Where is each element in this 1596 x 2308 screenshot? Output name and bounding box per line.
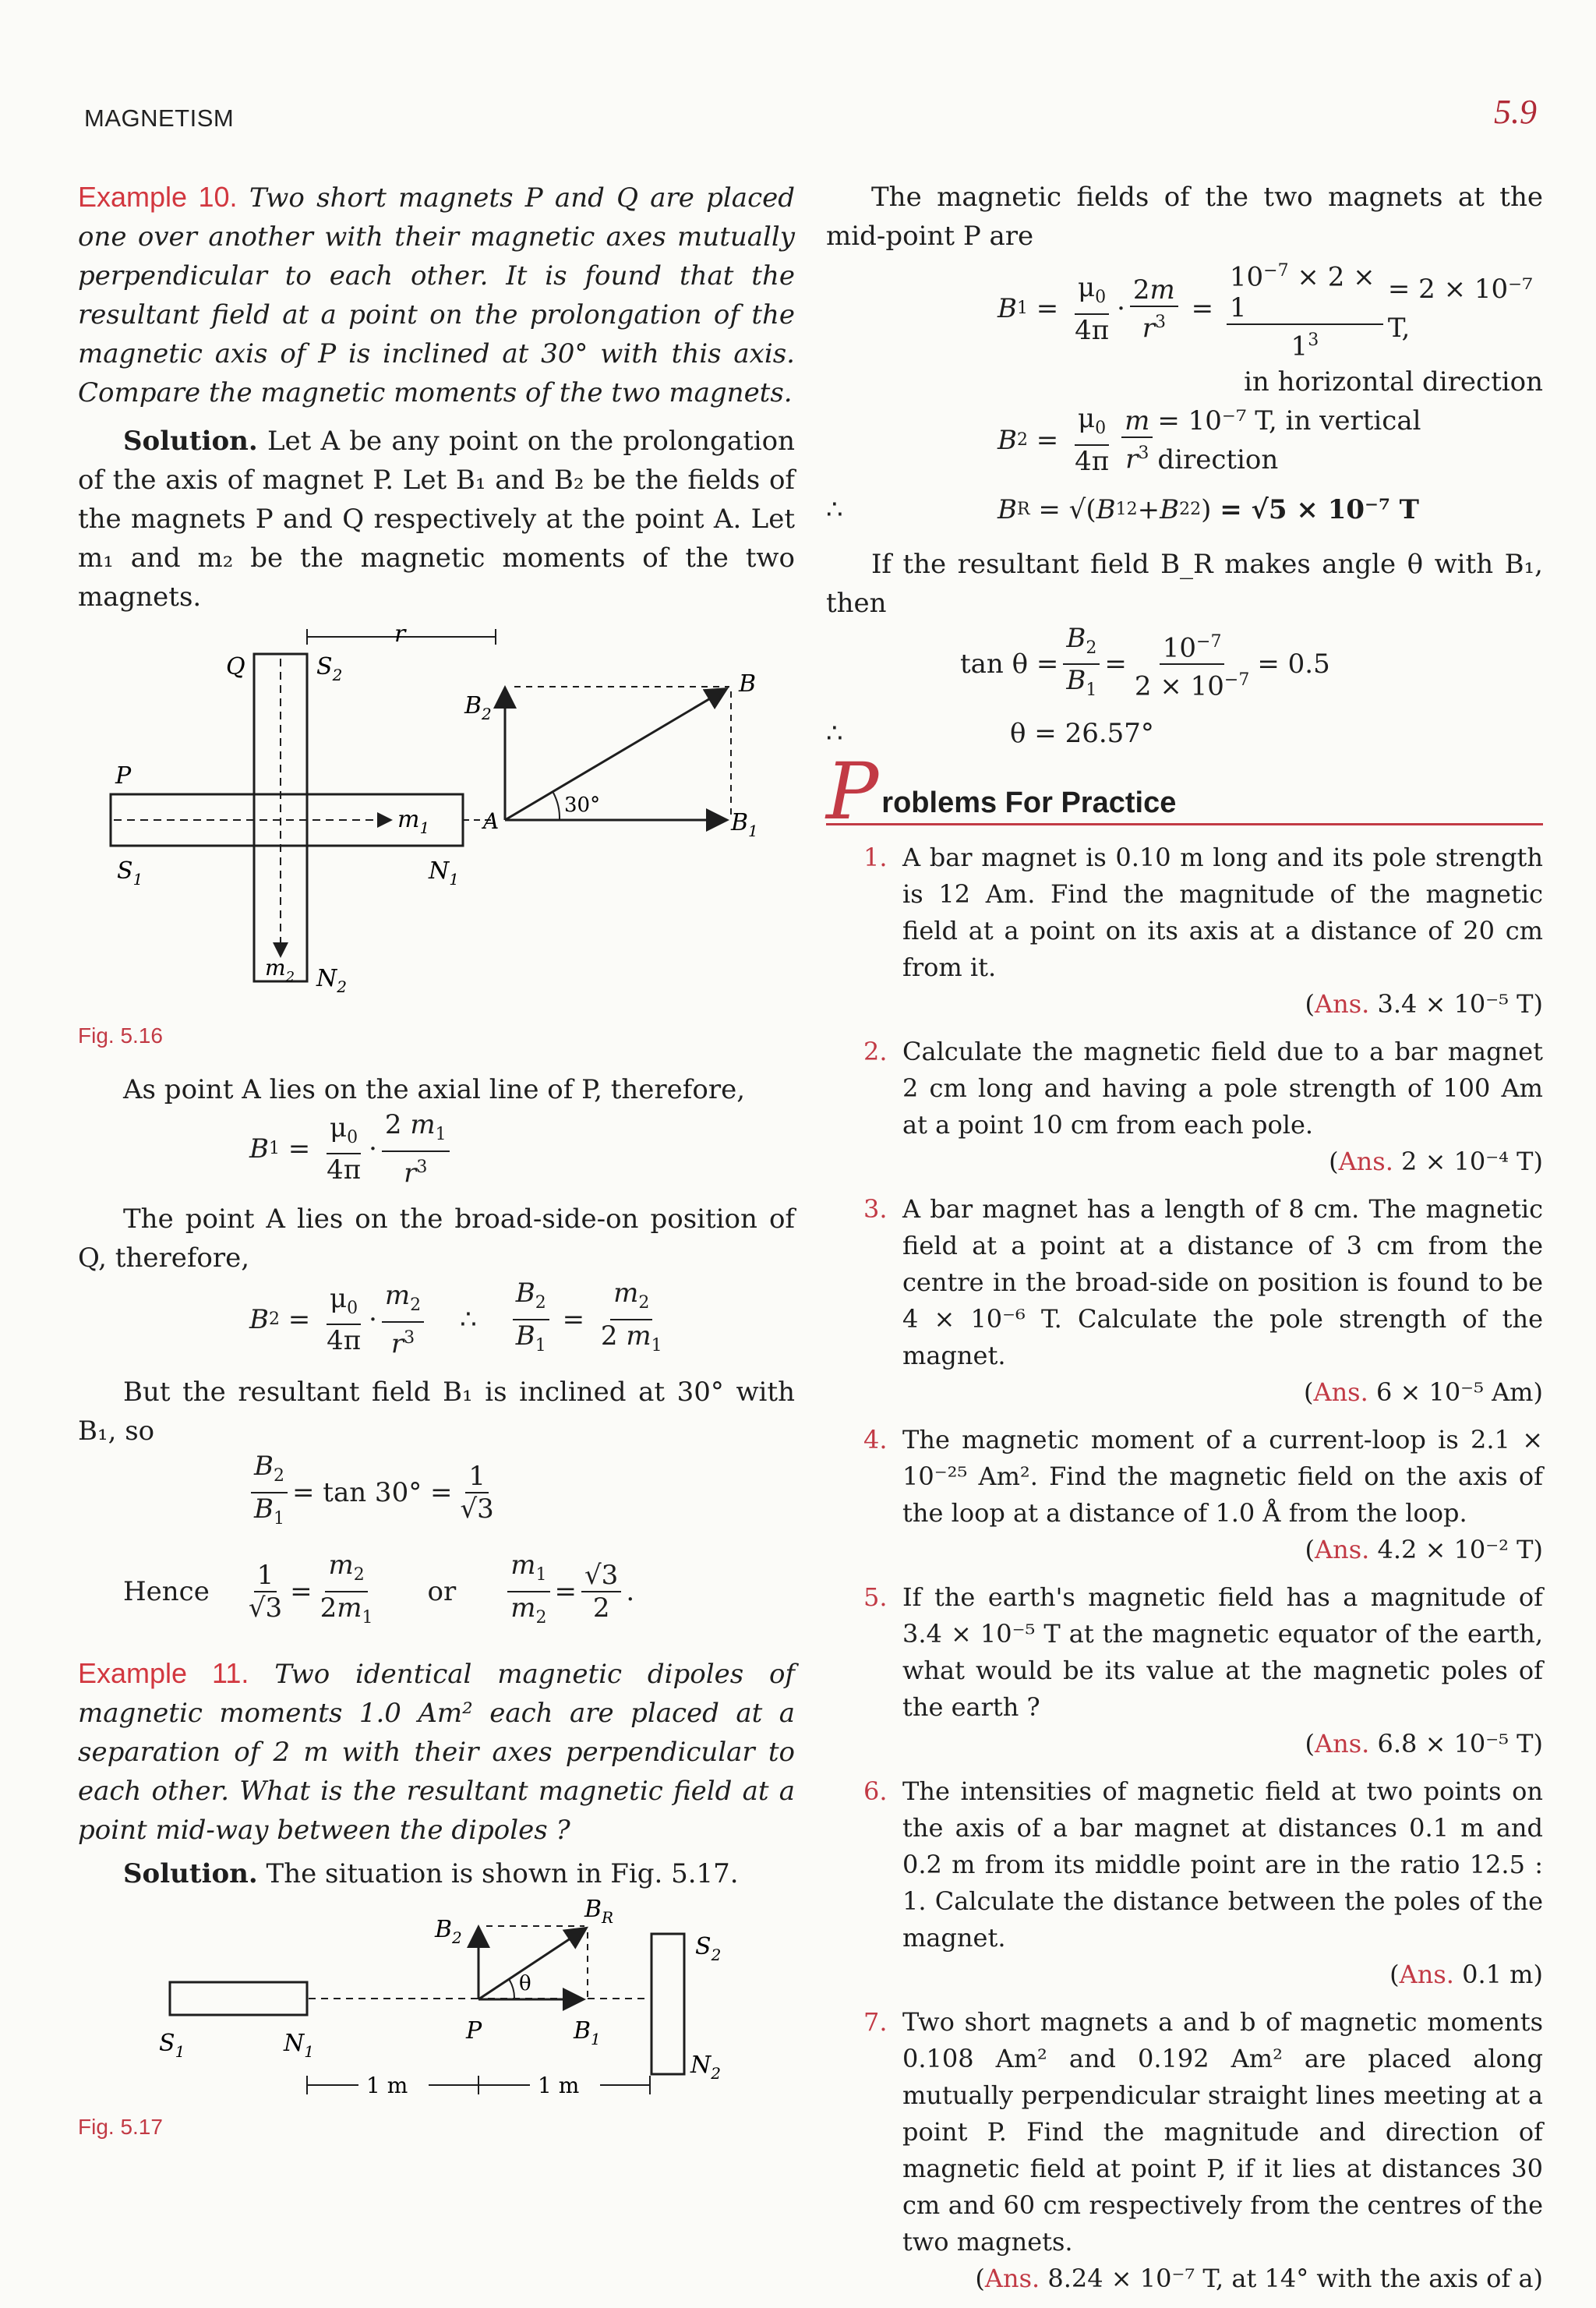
page-number: 5.9 — [1494, 93, 1537, 131]
fig-label-N2: N — [316, 965, 337, 992]
fig-label-Q: Q — [226, 653, 245, 680]
fig-5-17-label: Fig. 5.17 — [78, 2114, 163, 2139]
svg-text:N2: $N_2$ — [690, 2051, 721, 2083]
eq-br: ∴ B R = √( B 1 2 + B 2 2 ) = √5 × 10⁻⁷ T — [826, 493, 1419, 525]
svg-text:S2: $S_2$ — [695, 1932, 722, 1964]
fig-label-N1: N — [429, 857, 450, 885]
running-header: MAGNETISM — [84, 104, 235, 132]
svg-text:m1: $m_1$ — [397, 806, 430, 837]
svg-text:B2: $B_2$ — [464, 692, 492, 723]
svg-text:N1: $N_1$ — [284, 2029, 314, 2061]
svg-text:S1: $S_1$ — [117, 857, 143, 889]
para-broad: The point A lies on the broad-side-on position of Q, therefore, — [78, 1203, 795, 1274]
figure-5-17 — [78, 1898, 795, 2108]
problem-item: 5. If the earth's magnetic field has a magnitude of 3.4 × 10⁻⁵ T at the magnetic equator of the earth, what would be its value at the magnetic poles of the earth ? (Ans. 6.8 × 10⁻⁵ T) — [863, 1582, 1543, 1759]
svg-text:BR: $B_R$ — [584, 1898, 613, 1927]
fig-label-B1: B — [731, 809, 749, 836]
figure-5-16 — [78, 627, 795, 1033]
eq-b1-axial: B 1 = $\frac{\mu_0}{4\pi}$ · $\frac{2 m_1}{r^3}$ — [78, 1109, 795, 1189]
problems-heading: P roblems For Practice — [826, 761, 1543, 825]
fig-label-r: r — [394, 627, 406, 648]
fig2-label-d2: 1 m — [538, 2072, 580, 2098]
svg-text:B2: $B_2$ — [435, 1915, 462, 1947]
right-intro: The magnetic fields of the two magnets at the mid-point P are — [826, 182, 1543, 252]
svg-text:N2: $N_2$ — [316, 965, 347, 996]
problem-item: 2. Calculate the magnetic field due to a bar magnet 2 cm long and having a pole strength of 100 Am at a point 10 cm from each pole. (Ans. 2 × 10⁻⁴ T) — [863, 1037, 1543, 1177]
eq-b2-broad: B 2 = $\frac{\mu_0}{4\pi}$ · $\frac{m_2}{r^3}$ ∴ $\frac{B_2}{B_1}$ = $\frac{m_2}{2 m_1}$ — [249, 1278, 662, 1359]
fig2-label-N1: N — [284, 2029, 305, 2057]
problem-item: 6. The intensities of magnetic field at two points on the axis of a bar magnet at distances 0.1 m and 0.2 m from its middle point are in the ratio 12.5 : 1. Calculate the distance between the poles of the magnet. (Ans. 0.1 m) — [863, 1776, 1543, 1990]
angle-intro: If the resultant field B_R makes angle θ with B₁, then — [826, 548, 1543, 619]
example-11-statement: Example 11. Two identical magnetic dipoles of magnetic moments 1.0 Am² each are placed at a separation of 2 m with their axes perpendicular to each other. What is the resultant magnetic field at a point mid-way between the dipoles ? — [78, 1656, 796, 1846]
eq-tan-theta: tan θ = $\frac{B_2}{B_1}$ = $\frac{10^{-7}}{2 \times 10^{-7}}$ = 0.5 — [960, 622, 1330, 702]
fig-label-A: A — [483, 808, 500, 834]
fig2-label-N2: N — [690, 2051, 711, 2079]
svg-text:N1: $N_1$ — [429, 857, 459, 889]
svg-text:B1: $B_1$ — [574, 2016, 601, 2048]
eq-hence: Hence $\frac{1}{√3}$ = $\frac{m_2}{2m_1}$ or $\frac{m_1}{m_2}$ = $\frac{√3}{2}$ . — [123, 1550, 635, 1628]
svg-text:B1: $B_1$ — [731, 809, 758, 840]
eq-b2-mid: B 2 = $\frac{\mu_0}{4\pi}$ $\frac{m}{r^3}$ = 10⁻⁷ T, in vertical direction — [998, 403, 1421, 478]
fig-label-S1: S — [117, 857, 133, 885]
fig2-label-BR: B — [584, 1897, 602, 1923]
fig2-label-B1: B — [574, 2016, 591, 2045]
example-10-statement: Example 10. Two short magnets P and Q are placed one over another with their magnetic axes mutually perpendicular to each other. It is found that the resultant field at a point on the prolongation of the magnetic axis of P is inclined at 30° with this axis. Compare the magnetic moments of the two magnets. — [78, 181, 795, 408]
fig2-label-P: P — [466, 2016, 482, 2045]
b1-direction: in horizontal direction — [1244, 366, 1543, 398]
fig-label-m1: m — [397, 806, 420, 833]
eq-b1-mid: B 1 = $\frac{\mu_0}{4\pi}$ · $\frac{2m}{r^3}$ = $\frac{10^{-7} \times 2 \times 1}{1^3}$ = 2 × 10⁻⁷ T, — [826, 256, 1543, 362]
problem-item: 1. A bar magnet is 0.10 m long and its pole strength is 12 Am. Find the magnitude of the magnetic field at a point on its axis at a distance of 20 cm from it. (Ans. 3.4 × 10⁻⁵ T) — [863, 843, 1543, 1020]
fig-5-16-label: Fig. 5.16 — [78, 1023, 163, 1048]
para-axial: As point A lies on the axial line of P, therefore, — [123, 1074, 746, 1105]
svg-text:S2: $S_2$ — [316, 653, 343, 684]
fig-label-S2: S — [316, 653, 333, 680]
svg-text:S1: $S_1$ — [159, 2029, 185, 2061]
svg-text:m2: $m_2$ — [265, 955, 295, 985]
problem-list — [826, 839, 1543, 2297]
problem-item: 7. Two short magnets a and b of magnetic moments 0.108 Am² and 0.192 Am² are placed along mutually perpendicular straight lines meeting at a point P. Find the magnitude and direction of magnetic field at point P, if it lies at distances 30 cm and 60 cm respectively from the centres of the two magnets. (Ans. 8.24 × 10⁻⁷ T, at 14° with the axis of a) — [863, 2007, 1543, 2294]
fig-label-angle: 30° — [564, 793, 601, 817]
left-column — [78, 178, 795, 2140]
eq-tan30: $\frac{B_2}{B_1}$ = tan 30° = $\frac{1}{√3}$ — [78, 1451, 795, 1535]
fig2-label-theta: θ — [519, 1971, 531, 1995]
para-resultant: But the resultant field B₁ is inclined at 30° with B₁, so — [78, 1376, 795, 1447]
fig2-label-B2: B — [435, 1915, 453, 1943]
fig2-label-d1: 1 m — [366, 2072, 408, 2098]
fig2-label-S2: S — [695, 1932, 711, 1960]
fig-label-B2: B — [464, 692, 482, 719]
eq-theta: ∴ θ = 26.57° — [826, 718, 1154, 750]
fig2-label-S1: S — [159, 2029, 175, 2057]
fig-label-m2: m — [265, 955, 286, 981]
problem-item: 4. The magnetic moment of a current-loop is 2.1 × 10⁻²⁵ Am². Find the magnetic field on the axis of the loop at a distance of 1.0 Å from the loop. (Ans. 4.2 × 10⁻² T) — [863, 1425, 1543, 1565]
problem-item: 3. A bar magnet has a length of 8 cm. The magnetic field at a point at a distance of 3 cm from the centre in the broad-side on position is found to be 4 × 10⁻⁶ T. Calculate the pole strength of the magnet. (Ans. 6 × 10⁻⁵ Am) — [863, 1194, 1543, 1408]
fig-label-B: B — [739, 670, 757, 698]
fig-label-P: P — [115, 762, 132, 790]
example-11-title: Example 11. — [78, 1656, 249, 1689]
example-11-solution: Solution. The situation is shown in Fig. 5.17. — [123, 1857, 739, 1889]
example-10-title: Example 10. — [78, 181, 238, 213]
right-column — [826, 178, 1543, 2308]
example-10-solution: Solution. Let A be any point on the prolongation of the axis of magnet P. Let B₁ and B₂ be the fields of the magnets P and Q respectively at the point A. Let m₁ and m₂ be the magnetic moments of the two magnets. — [78, 426, 795, 613]
